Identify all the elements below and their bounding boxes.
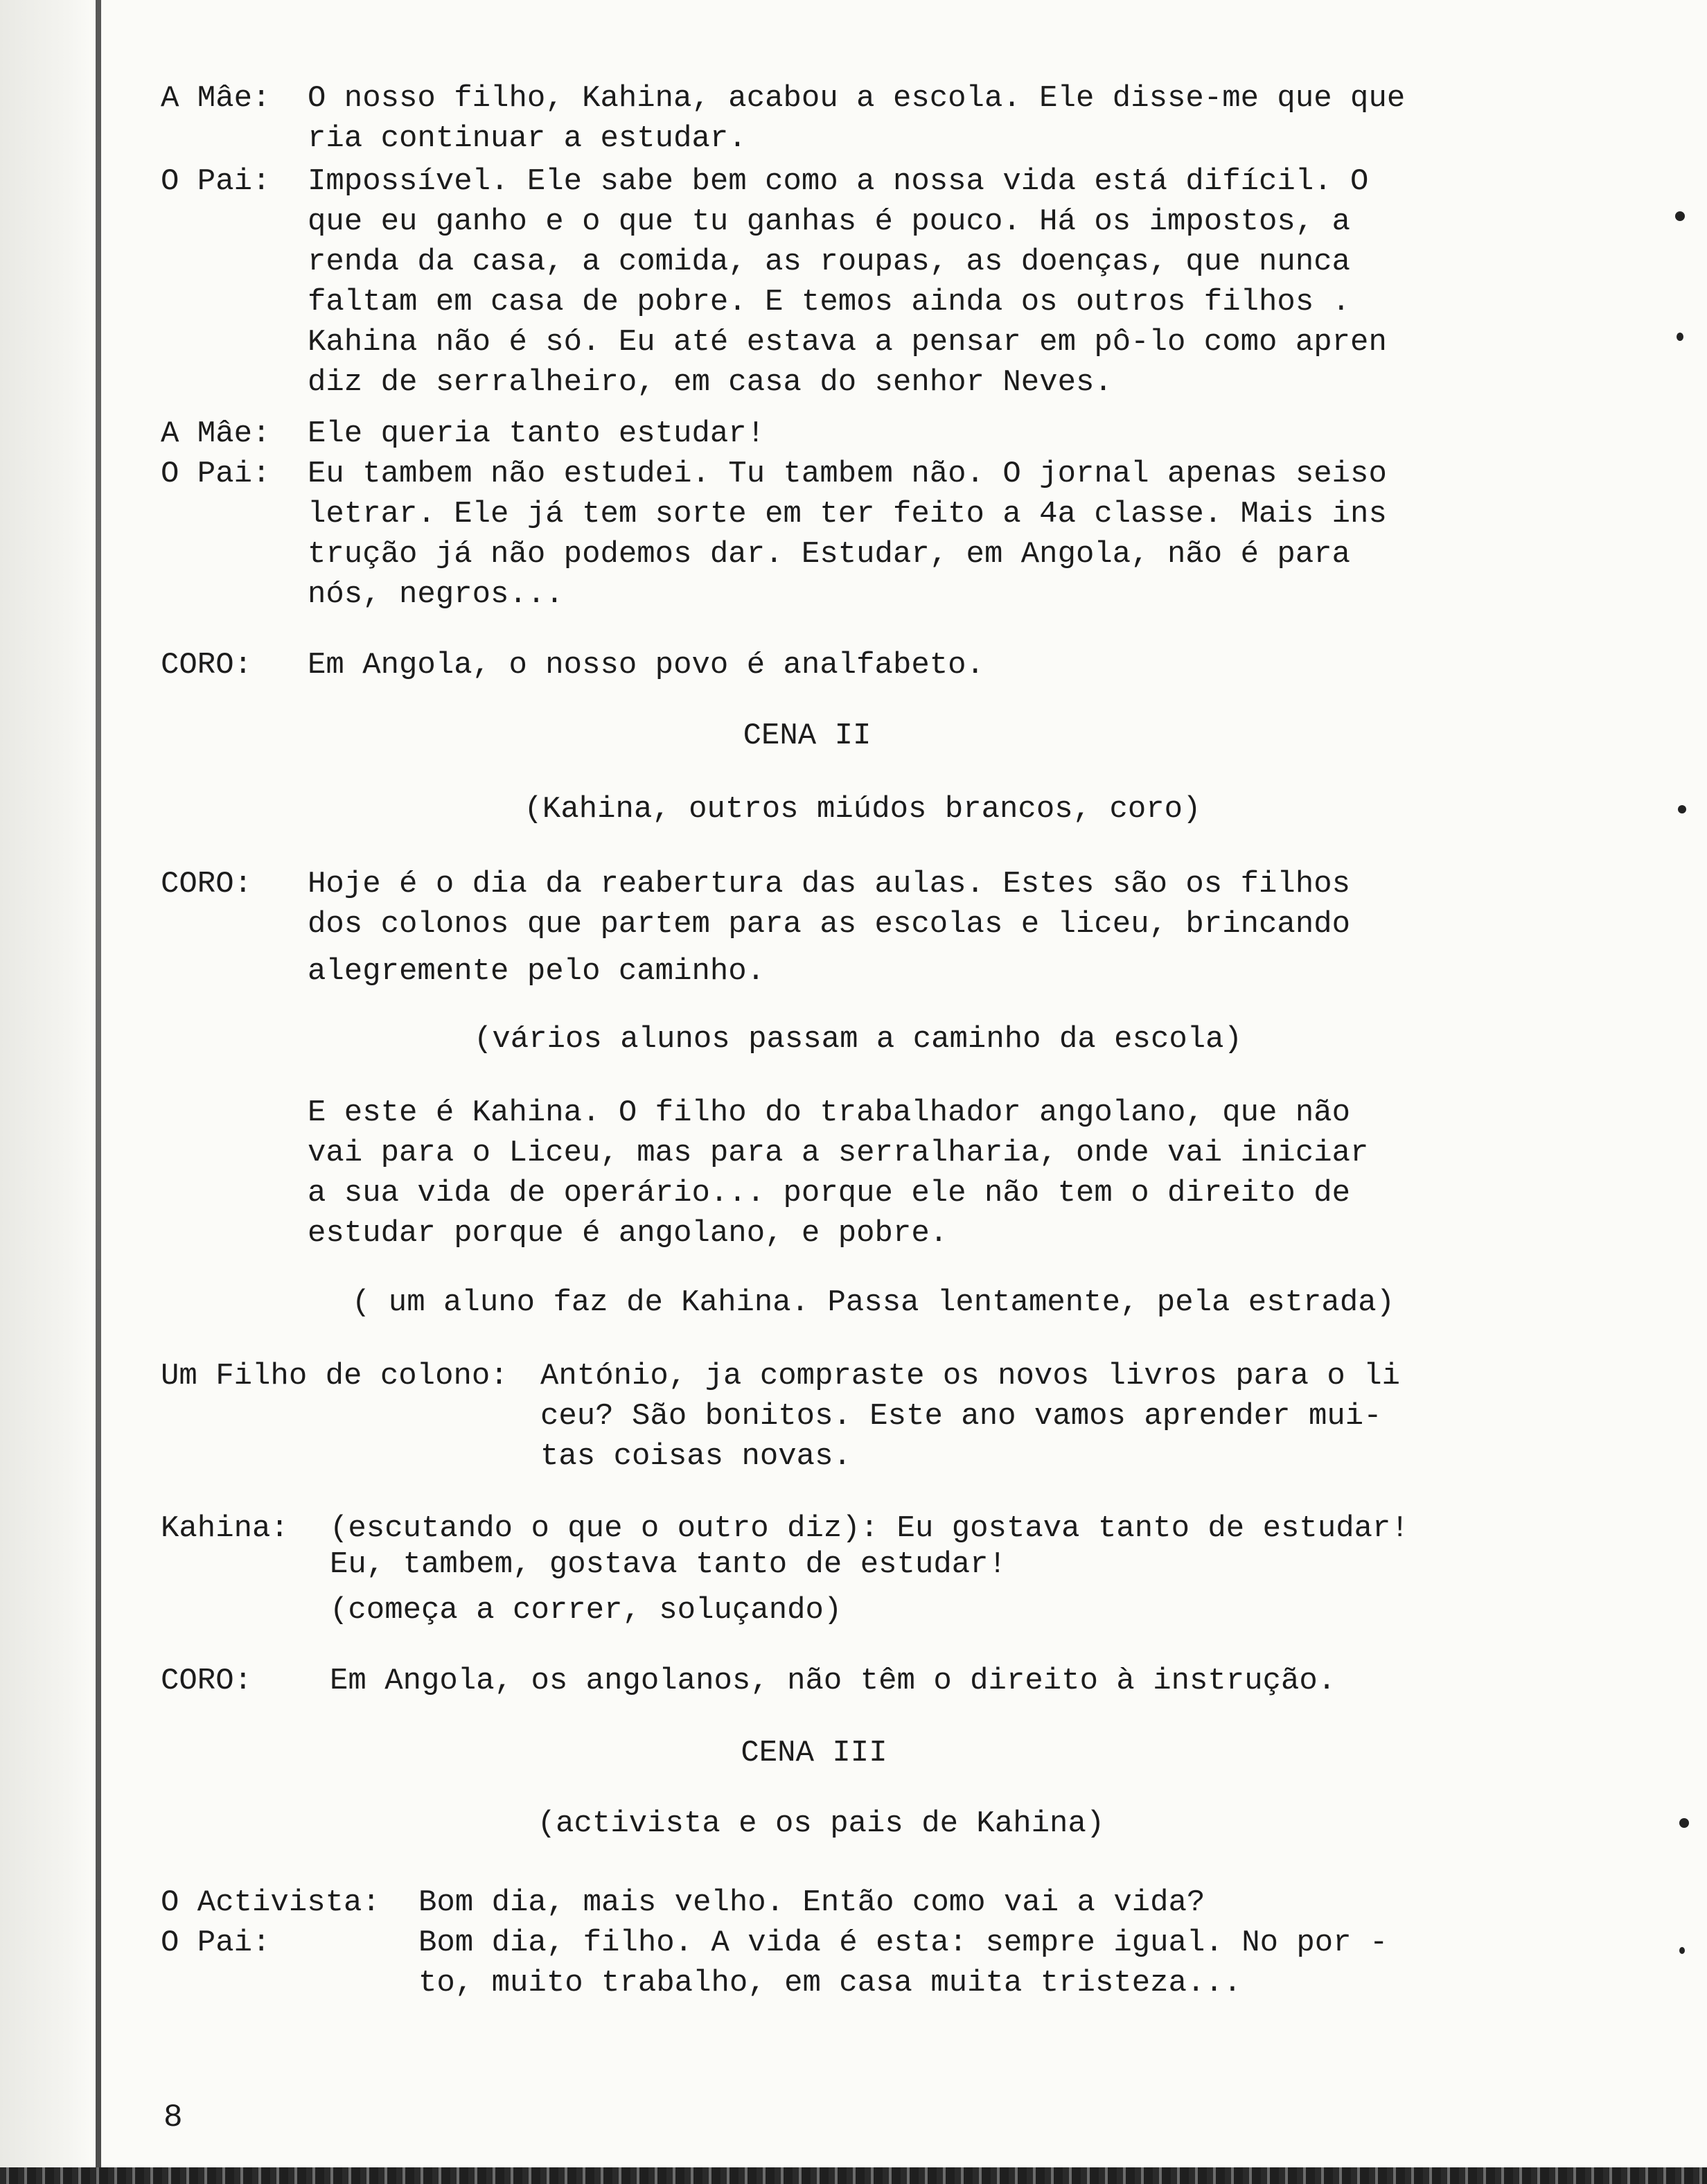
dialogue-line: Kahina não é só. Eu até estava a pensar em pô-lo como apren bbox=[308, 325, 1387, 360]
speaker-label: A Mâe: bbox=[161, 81, 271, 116]
speaker-label: O Pai: bbox=[161, 164, 271, 199]
page-left-edge bbox=[96, 0, 101, 2184]
dialogue-line: dos colonos que partem para as escolas e liceu, brincando bbox=[308, 907, 1351, 942]
scan-speck bbox=[1677, 333, 1683, 341]
dialogue-line: diz de serralheiro, em casa do senhor Neves. bbox=[308, 365, 1113, 400]
dialogue-line: que eu ganho e o que tu ganhas é pouco. Há os impostos, a bbox=[308, 204, 1351, 239]
speaker-label: A Mâe: bbox=[161, 416, 271, 451]
scan-speck bbox=[1679, 1947, 1685, 1954]
dialogue-line: Eu, tambem, gostava tanto de estudar! bbox=[330, 1547, 1007, 1582]
stage-direction: (começa a correr, soluçando) bbox=[330, 1593, 842, 1628]
speaker-label: Kahina: bbox=[161, 1511, 289, 1546]
dialogue-line: E este é Kahina. O filho do trabalhador angolano, que não bbox=[308, 1095, 1351, 1130]
dialogue-line: ceu? São bonitos. Este ano vamos aprender mui- bbox=[540, 1399, 1382, 1434]
dialogue-line: Ele queria tanto estudar! bbox=[308, 416, 766, 451]
dialogue-line: (escutando o que o outro diz): Eu gostava tanto de estudar! bbox=[330, 1511, 1409, 1546]
dialogue-line: vai para o Liceu, mas para a serralharia, onde vai iniciar bbox=[308, 1136, 1369, 1170]
dialogue-line: faltam em casa de pobre. E temos ainda os outros filhos . bbox=[308, 285, 1351, 319]
dialogue-line: estudar porque é angolano, e pobre. bbox=[308, 1216, 948, 1251]
speaker-label: CORO: bbox=[161, 867, 253, 901]
dialogue-line: Bom dia, filho. A vida é esta: sempre igual. No por - bbox=[418, 1926, 1388, 1960]
speaker-label: Um Filho de colono: bbox=[161, 1359, 508, 1393]
dialogue-line: alegremente pelo caminho. bbox=[308, 954, 766, 989]
dialogue-line: letrar. Ele já tem sorte em ter feito a 4a classe. Mais ins bbox=[308, 497, 1387, 531]
page-number: 8 bbox=[163, 2099, 183, 2135]
stage-direction: ( um aluno faz de Kahina. Passa lentamente, pela estrada) bbox=[352, 1285, 1395, 1320]
page-bottom-edge bbox=[0, 2167, 1707, 2184]
speaker-label: O Pai: bbox=[161, 457, 271, 491]
stage-direction: (activista e os pais de Kahina) bbox=[537, 1806, 1105, 1841]
stage-direction: (Kahina, outros miúdos brancos, coro) bbox=[524, 792, 1201, 827]
dialogue-line: Hoje é o dia da reabertura das aulas. Estes são os filhos bbox=[308, 867, 1351, 901]
speaker-label: O Activista: bbox=[161, 1885, 380, 1920]
dialogue-line: nós, negros... bbox=[308, 577, 564, 612]
dialogue-line: ria continuar a estudar. bbox=[308, 121, 747, 156]
dialogue-line: Em Angola, os angolanos, não têm o direito à instrução. bbox=[330, 1664, 1336, 1698]
stage-direction: (vários alunos passam a caminho da escola) bbox=[474, 1022, 1242, 1057]
dialogue-line: renda da casa, a comida, as roupas, as doenças, que nunca bbox=[308, 245, 1351, 279]
speaker-label: O Pai: bbox=[161, 1926, 271, 1960]
scene-heading: CENA III bbox=[741, 1736, 887, 1770]
speaker-label: CORO: bbox=[161, 648, 253, 682]
dialogue-line: António, ja compraste os novos livros para o li bbox=[540, 1359, 1401, 1393]
dialogue-line: trução já não podemos dar. Estudar, em Angola, não é para bbox=[308, 537, 1351, 572]
scan-speck bbox=[1675, 211, 1685, 221]
dialogue-line: O nosso filho, Kahina, acabou a escola. Ele disse-me que que bbox=[308, 81, 1406, 116]
scan-speck bbox=[1678, 805, 1686, 813]
speaker-label: CORO: bbox=[161, 1664, 253, 1698]
scene-heading: CENA II bbox=[743, 719, 872, 753]
dialogue-line: Impossível. Ele sabe bem como a nossa vida está difícil. O bbox=[308, 164, 1369, 199]
dialogue-line: Em Angola, o nosso povo é analfabeto. bbox=[308, 648, 984, 682]
dialogue-line: Bom dia, mais velho. Então como vai a vida? bbox=[418, 1885, 1205, 1920]
dialogue-line: Eu tambem não estudei. Tu tambem não. O jornal apenas seiso bbox=[308, 457, 1387, 491]
dialogue-line: a sua vida de operário... porque ele não tem o direito de bbox=[308, 1176, 1351, 1210]
scan-speck bbox=[1679, 1818, 1689, 1828]
dialogue-line: tas coisas novas. bbox=[540, 1439, 851, 1474]
page-left-shadow bbox=[0, 0, 96, 2184]
dialogue-line: to, muito trabalho, em casa muita tristeza... bbox=[418, 1966, 1242, 2000]
